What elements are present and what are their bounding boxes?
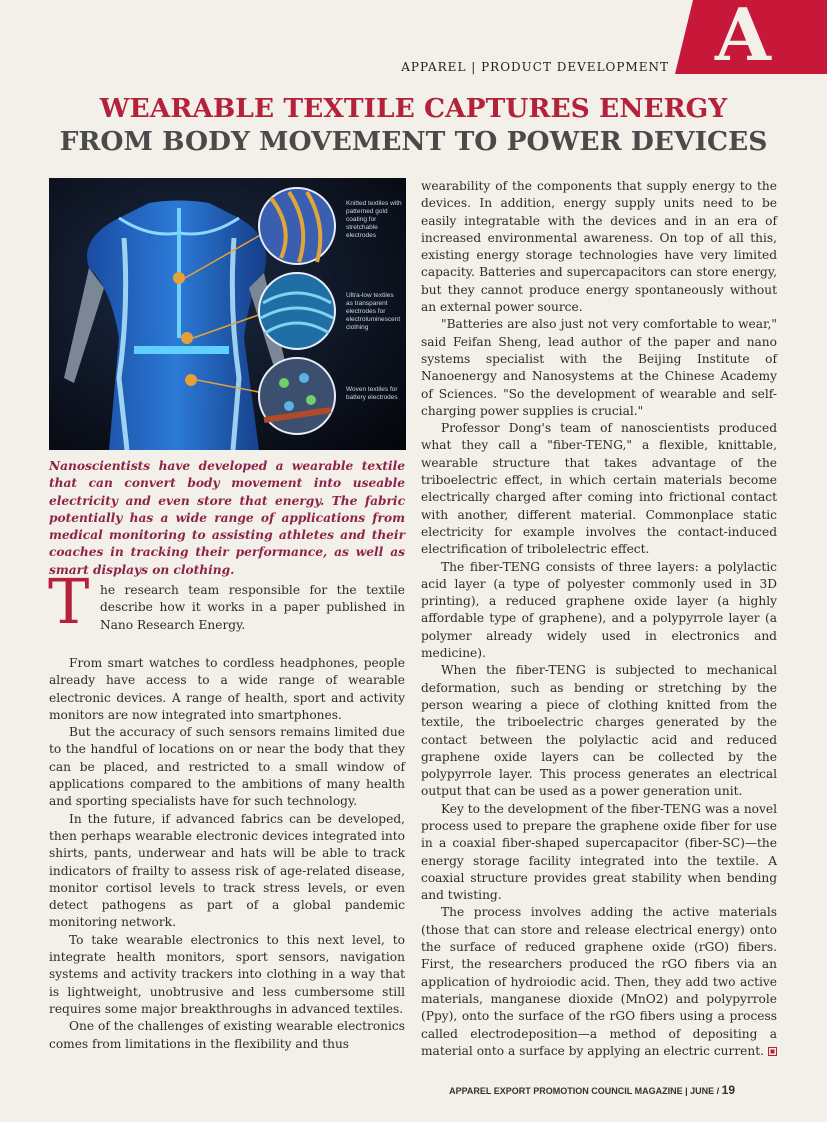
body-paragraph: "Batteries are also just not very comfortable to wear," said Feifan Sheng, lead author of the paper and nano systems specialist with the Beijing Institute of Nanoenergy and Nanosystems at the Chinese Academy of Sciences. "So the development of wearable and self-charging power supplies is crucial." bbox=[421, 317, 777, 418]
drop-cap: T bbox=[48, 565, 90, 638]
final-paragraph-text: The process involves adding the active materials (those that can store and release electrical energy) onto the surface of reduced graphene oxide (rGO) fibers. First, the researchers produced the rGO fibers via an application of hydroiodic acid. Then, they add two active materials, manganese dioxide (MnO2) and polypyrrole (Ppy), onto the surface of the rGO fibers using a process called electrodeposition—a method of depositing a material onto a surface by applying an electric current. bbox=[421, 905, 777, 1058]
callout-knitted: Knitted textiles with patterned gold coating for stretchable electrodes bbox=[346, 200, 402, 239]
body-paragraph bbox=[421, 904, 777, 1060]
body-paragraph: Professor Dong's team of nanoscientists produced what they call a "fiber-TENG," a flexible, knittable, wearable structure that takes advantage of the triboelectric effect, in which certain materials become electrically charged after coming into frictional contact with another, different material. Commonplace static electricity for example involves the contact-induced electrification of tribolelectric effect. bbox=[421, 421, 777, 557]
headline-line-2: FROM BODY MOVEMENT TO POWER DEVICES bbox=[59, 126, 768, 157]
right-column bbox=[421, 178, 777, 1060]
footer-text: APPAREL EXPORT PROMOTION COUNCIL MAGAZINE | JUNE / bbox=[449, 1086, 720, 1096]
page-footer bbox=[449, 1083, 735, 1097]
body-paragraph: wearability of the components that supply energy to the devices. In addition, energy supply units need to be easily integratable with the devices and in an era of increased environmental awareness. On top of all this, existing energy storage technologies have very limited capacity. Batteries and supercapacitors can store energy, but they cannot produce energy spontaneously without an external power source. bbox=[421, 179, 777, 315]
figure-caption: Nanoscientists have developed a wearable textile that can convert body movement into useable electricity and even store that energy. The fabric potentially has a wide range of applications from medical monitoring to assisting athletes and their coaches in tracking their performance, as well as smart displays on clothing. bbox=[49, 459, 405, 577]
left-column bbox=[49, 655, 405, 1053]
body-paragraph: Key to the development of the fiber-TENG was a novel process used to prepare the graphene oxide fiber for use in a coaxial fiber-shaped supercapacitor (fiber-SC)—the energy storage facility integrated into the textile. A coaxial structure provides great stability when bending and twisting. bbox=[421, 801, 777, 903]
callout-ultra-low: Ultra-low textiles as transparent electrodes for electroluminescent clothing bbox=[346, 292, 401, 331]
body-paragraph: When the fiber-TENG is subjected to mechanical deformation, such as bending or stretching by the person wearing a piece of clothing knitted from the textile, the triboelectric charges generated by the contact between the polylactic acid and reduced graphene oxide layers can be collected by the polypyrrole layer. This process generates an electrical output that can be used as a power generation unit. bbox=[421, 663, 777, 799]
intro-paragraph: he research team responsible for the textile describe how it works in a paper published in Nano Research Energy. bbox=[100, 583, 405, 632]
headline-line-1: WEARABLE TEXTILE CAPTURES ENERGY bbox=[99, 93, 728, 124]
wearable-textile-figure bbox=[49, 178, 406, 450]
body-paragraph: But the accuracy of such sensors remains limited due to the handful of locations on or near the body that they can be placed, and restricted to a small window of applications compared to the ambitions of many health and sporting specialists have for such technology. bbox=[49, 725, 405, 809]
body-paragraph: One of the challenges of existing wearable electronics comes from limitations in the flexibility and thus bbox=[49, 1019, 405, 1051]
callout-woven: Woven textiles for battery electrodes bbox=[346, 386, 398, 401]
body-paragraph: To take wearable electronics to this next level, to integrate health monitors, sport sensors, navigation systems and activity trackers into clothing in a way that is lightweight, unobtrusive and less cumbersome still requires some major breakthroughs in advanced textiles. bbox=[49, 932, 405, 1016]
body-paragraph: From smart watches to cordless headphones, people already have access to a wide range of wearable electronic devices. A range of health, sport and activity monitors are now integrated into smartphones. bbox=[49, 656, 405, 722]
section-label: APPAREL | PRODUCT DEVELOPMENT bbox=[401, 60, 669, 74]
corner-logo bbox=[675, 0, 827, 74]
corner-letter: A bbox=[715, 0, 771, 74]
body-paragraph: The fiber-TENG consists of three layers: a polylactic acid layer (a type of polyester commonly used in 3D printing), a reduced graphene oxide layer (a highly affordable type of graphene), and a polypyrrole layer (a polymer already widely used in electronics and medicine). bbox=[421, 559, 777, 661]
page-number: 19 bbox=[721, 1083, 735, 1097]
body-paragraph: In the future, if advanced fabrics can be developed, then perhaps wearable electronic devices integrated into shirts, pants, underwear and hats will be able to track indicators of frailty to assess risk of age-related disease, monitor cortisol levels to track stress levels, or even detect pathogens as part of a global pandemic monitoring network. bbox=[49, 811, 405, 930]
end-mark-icon bbox=[768, 1047, 777, 1056]
